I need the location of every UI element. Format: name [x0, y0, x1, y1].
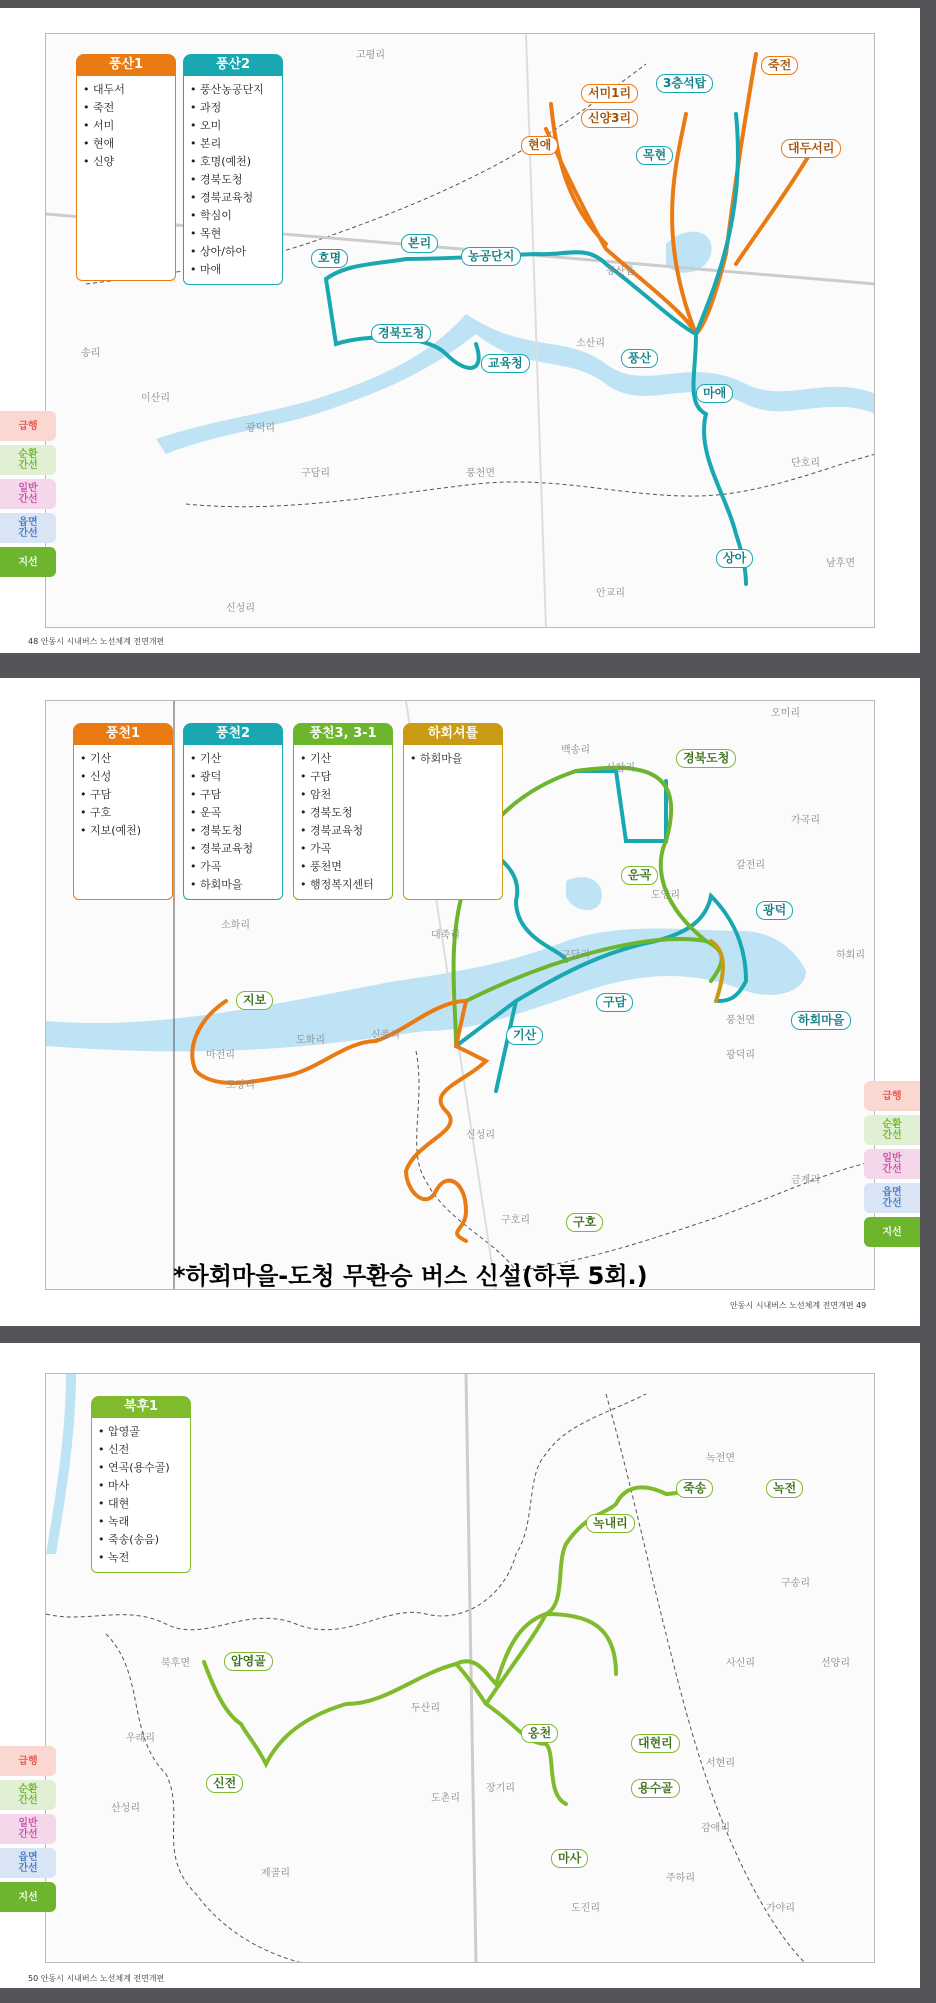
place-label: 하회리 [836, 950, 865, 961]
legend-list [403, 745, 503, 900]
legend-item: • 본리 [190, 135, 276, 153]
stop-label: 압영골 [224, 1652, 273, 1671]
tab-label: 순환 간선 [882, 1119, 902, 1141]
page-footer: 48 안동시 시내버스 노선체계 전면개편 [28, 637, 165, 646]
stop-label: 신양3리 [581, 109, 638, 128]
stop-label: 녹전 [766, 1479, 803, 1498]
legend-item: • 기산 [190, 750, 276, 768]
legend-item: • 죽전 [83, 99, 169, 117]
legend-title: 풍천1 [73, 723, 173, 745]
place-label: 제골리 [261, 1868, 290, 1879]
place-label: 대죽리 [431, 930, 460, 941]
place-label: 남후면 [826, 558, 855, 569]
map-bukhu [45, 1373, 875, 1963]
tab-label: 급행 [882, 1090, 902, 1102]
legend-item: • 하회마을 [190, 876, 276, 894]
place-label: 산성리 [111, 1803, 140, 1814]
legend-item: • 마애 [190, 261, 276, 279]
stop-label: 구호 [566, 1213, 603, 1232]
tab-eupmyeon[interactable] [0, 513, 56, 543]
stop-label: 경북도청 [371, 324, 431, 343]
place-label: 소산리 [576, 338, 605, 349]
place-label: 녹전면 [706, 1453, 735, 1464]
place-label: 사신리 [726, 1658, 755, 1669]
place-label: 소화리 [221, 920, 250, 931]
place-label: 감애리 [701, 1823, 730, 1834]
tab-label: 지선 [18, 556, 38, 568]
stop-label: 마애 [696, 384, 733, 403]
legend-item: • 대현 [98, 1495, 184, 1513]
legend-pungsan2 [183, 54, 283, 285]
legend-item: • 지보(예천) [80, 822, 166, 840]
place-label: 가야리 [766, 1903, 795, 1914]
place-label: 갈전리 [736, 860, 765, 871]
legend-list [183, 745, 283, 900]
stop-label: 풍산 [621, 349, 658, 368]
page-50 [0, 1343, 920, 1988]
place-label: 주하리 [666, 1873, 695, 1884]
legend-item: • 경북교육청 [190, 189, 276, 207]
stop-label: 대두서리 [781, 139, 841, 158]
legend-list [91, 1418, 191, 1573]
stop-label: 3층석탑 [656, 74, 713, 93]
stop-label: 호명 [311, 249, 348, 268]
tab-label: 지선 [18, 1891, 38, 1903]
legend-item: • 연곡(용수골) [98, 1459, 184, 1477]
legend-hahoe-shuttle [403, 723, 503, 900]
tab-jiseon[interactable] [864, 1217, 920, 1247]
legend-item: • 오미 [190, 117, 276, 135]
legend-item: • 경북도청 [190, 171, 276, 189]
legend-pungcheon3 [293, 723, 393, 900]
legend-item: • 학심이 [190, 207, 276, 225]
district-boundary [186, 454, 875, 507]
place-label: 북후면 [161, 1658, 190, 1669]
place-label: 광덕리 [726, 1050, 755, 1061]
place-label: 구담리 [301, 468, 330, 479]
legend-list [293, 745, 393, 900]
legend-item: • 현애 [83, 135, 169, 153]
legend-item: • 구담 [300, 768, 386, 786]
place-label: 광덕리 [246, 423, 275, 434]
stop-label: 운곡 [621, 866, 658, 885]
page-footer: 안동시 시내버스 노선체계 전면개편 49 [730, 1301, 867, 1310]
stop-label: 구담 [596, 993, 633, 1012]
tab-label: 읍면 간선 [882, 1187, 902, 1209]
route-bukhu1 [204, 1487, 696, 1804]
legend-item: • 행정복지센터 [300, 876, 386, 894]
legend-item: • 경북교육청 [190, 840, 276, 858]
place-label: 도장리 [226, 1080, 255, 1091]
place-label: 마전리 [206, 1050, 235, 1061]
stop-label: 경북도청 [676, 749, 736, 768]
place-label: 구송리 [781, 1578, 810, 1589]
tab-ilban[interactable] [0, 479, 56, 509]
tab-gupyeong[interactable] [0, 1746, 56, 1776]
legend-item: • 대두서 [83, 81, 169, 99]
legend-item: • 녹래 [98, 1513, 184, 1531]
legend-title: 북후1 [91, 1396, 191, 1418]
place-label: 이산리 [141, 393, 170, 404]
page-48 [0, 8, 920, 653]
place-label: 가곡리 [791, 815, 820, 826]
tab-sunhwan[interactable] [864, 1115, 920, 1145]
tab-label: 지선 [882, 1226, 902, 1238]
tab-eupmyeon[interactable] [864, 1183, 920, 1213]
place-label: 풍천면 [466, 468, 495, 479]
legend-title: 풍산2 [183, 54, 283, 76]
legend-item: • 암천 [300, 786, 386, 804]
place-label: 선양리 [821, 1658, 850, 1669]
legend-item: • 서미 [83, 117, 169, 135]
tab-sunhwan[interactable] [0, 1780, 56, 1810]
place-label: 신성리 [466, 1130, 495, 1141]
legend-item: • 신성 [80, 768, 166, 786]
legend-item: • 풍산농공단지 [190, 81, 276, 99]
place-label: 장기리 [486, 1783, 515, 1794]
road [466, 1374, 476, 1963]
stop-label: 현애 [521, 136, 558, 155]
legend-item: • 녹전 [98, 1549, 184, 1567]
tab-label: 일반 간선 [18, 1818, 38, 1840]
tab-label: 급행 [18, 420, 38, 432]
legend-item: • 구호 [80, 804, 166, 822]
legend-item: • 상아/하아 [190, 243, 276, 261]
stop-label: 기산 [506, 1026, 543, 1045]
lake [566, 877, 602, 910]
page-49 [0, 678, 920, 1326]
legend-item: • 가곡 [300, 840, 386, 858]
stop-label: 죽전 [761, 56, 798, 75]
place-label: 도진리 [571, 1903, 600, 1914]
place-label: 구호리 [501, 1215, 530, 1226]
legend-title: 풍천3, 3-1 [293, 723, 393, 745]
tab-jiseon[interactable] [0, 547, 56, 577]
tab-label: 일반 간선 [18, 483, 38, 505]
page-footer: 50 안동시 시내버스 노선체계 전면개편 [28, 1974, 165, 1983]
place-label: 송리 [81, 348, 101, 359]
place-label: 도양리 [651, 890, 680, 901]
legend-item: • 기산 [80, 750, 166, 768]
stop-label: 목현 [636, 146, 673, 165]
stop-label: 지보 [236, 991, 273, 1010]
place-label: 신성리 [226, 603, 255, 614]
place-label: 서현리 [706, 1758, 735, 1769]
legend-item: • 압영골 [98, 1423, 184, 1441]
tab-label: 일반 간선 [882, 1153, 902, 1175]
place-label: 오미리 [771, 708, 800, 719]
legend-title: 풍산1 [76, 54, 176, 76]
tab-label: 급행 [18, 1755, 38, 1767]
stop-label: 본리 [401, 234, 438, 253]
tab-label: 읍면 간선 [18, 517, 38, 539]
notice-text: *하회마을-도청 무환승 버스 신설(하루 5회.) [173, 1262, 648, 1290]
legend-item: • 구담 [80, 786, 166, 804]
place-label: 신풍리 [371, 1030, 400, 1041]
stop-label: 하회마을 [791, 1011, 851, 1030]
place-label: 두산리 [411, 1703, 440, 1714]
place-label: 금계리 [791, 1175, 820, 1186]
river [46, 1374, 76, 1554]
legend-item: • 경북도청 [190, 822, 276, 840]
legend-item: • 구담 [190, 786, 276, 804]
legend-item: • 풍천면 [300, 858, 386, 876]
legend-list [183, 76, 283, 285]
legend-list [73, 745, 173, 900]
legend-item: • 경북도청 [300, 804, 386, 822]
tab-gupyeong[interactable] [864, 1081, 920, 1111]
stop-label: 상아 [716, 549, 753, 568]
stop-label: 농공단지 [461, 247, 521, 266]
tab-label: 읍면 간선 [18, 1852, 38, 1874]
place-label: 구담리 [561, 950, 590, 961]
legend-list [76, 76, 176, 281]
legend-item: • 마사 [98, 1477, 184, 1495]
map-pungsan [45, 33, 875, 628]
place-label: 산합리 [606, 763, 635, 774]
stop-label: 녹내리 [586, 1514, 635, 1533]
tab-label: 순환 간선 [18, 449, 38, 471]
stop-label: 대현리 [631, 1734, 680, 1753]
legend-pungcheon2 [183, 723, 283, 900]
river [46, 929, 806, 1052]
tab-label: 순환 간선 [18, 1784, 38, 1806]
stop-label: 옹천 [521, 1724, 558, 1743]
stop-label: 광덕 [756, 901, 793, 920]
place-label: 단호리 [791, 458, 820, 469]
stop-label: 신전 [206, 1774, 243, 1793]
place-label: 도촌리 [431, 1793, 460, 1804]
tab-sunhwan[interactable] [0, 445, 56, 475]
place-label: 고평리 [356, 50, 385, 61]
place-label: 도화리 [296, 1035, 325, 1046]
legend-pungcheon1 [73, 723, 173, 900]
legend-item: • 과정 [190, 99, 276, 117]
legend-item: • 운곡 [190, 804, 276, 822]
legend-item: • 호명(예천) [190, 153, 276, 171]
legend-item: • 죽송(송음) [98, 1531, 184, 1549]
legend-pungsan1 [76, 54, 176, 281]
legend-item: • 기산 [300, 750, 386, 768]
legend-item: • 경북교육청 [300, 822, 386, 840]
legend-item: • 가곡 [190, 858, 276, 876]
legend-bukhu1 [91, 1396, 191, 1573]
tab-jiseon[interactable] [0, 1882, 56, 1912]
tab-gupyeong[interactable] [0, 411, 56, 441]
place-label: 풍천면 [726, 1015, 755, 1026]
legend-item: • 광덕 [190, 768, 276, 786]
tab-eupmyeon[interactable] [0, 1848, 56, 1878]
place-label: 백송리 [561, 745, 590, 756]
place-label: 안교리 [596, 588, 625, 599]
legend-item: • 하회마을 [410, 750, 496, 768]
map-pungcheon [45, 700, 875, 1290]
road [526, 34, 546, 628]
legend-title: 하회셔틀 [403, 723, 503, 745]
legend-item: • 목현 [190, 225, 276, 243]
stop-label: 용수골 [631, 1779, 680, 1798]
stop-label: 마사 [551, 1849, 588, 1868]
stop-label: 서미1리 [581, 84, 638, 103]
place-label: 풍산읍 [606, 266, 635, 277]
legend-item: • 신전 [98, 1441, 184, 1459]
stop-label: 교육청 [481, 354, 530, 373]
district-boundary [416, 1051, 875, 1271]
tab-ilban[interactable] [0, 1814, 56, 1844]
place-label: 우래리 [126, 1733, 155, 1744]
stop-label: 죽송 [676, 1479, 713, 1498]
legend-title: 풍천2 [183, 723, 283, 745]
tab-ilban[interactable] [864, 1149, 920, 1179]
legend-item: • 신양 [83, 153, 169, 171]
